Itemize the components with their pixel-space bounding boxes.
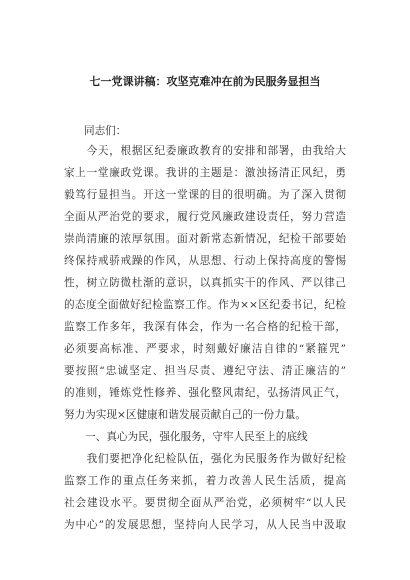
- paragraph-line: 全面从严治党的要求，履行党风廉政建设责任，努力营造: [64, 211, 346, 223]
- paragraph-line: 我们要把净化纪检队伍，强化为民服务作为做好纪检: [64, 453, 346, 465]
- paragraph-line: 社会建设水平。要贯彻全面从严治党，必须树牢“以人民: [64, 497, 346, 509]
- paragraph-line: 家上一堂廉政党课。我讲的主题是：激浊扬清正风纪，勇: [64, 167, 346, 179]
- paragraph-line: 性，树立防微杜渐的意识，以真抓实干的作风、严以律己: [64, 277, 346, 289]
- paragraph-line: 要按照“忠诚坚定、担当尽责、遵纪守法、清正廉洁的”: [64, 365, 346, 377]
- paragraph-line: 必须要高标准、严要求，时刻戴好廉洁自律的“紧箍咒”: [64, 343, 346, 355]
- paragraph-line: 崇尚清廉的浓厚氛围。面对新常态新情况，纪检干部要始: [64, 233, 346, 245]
- section-heading: 一、真心为民，强化服务，守牢人民至上的底线: [64, 431, 308, 443]
- paragraph-line: 今天，根据区纪委廉政教育的安排和部署，由我给大: [64, 145, 346, 157]
- paragraph-line: 终保持戒骄戒躁的作风，从思想、行动上保持高度的警惕: [64, 255, 346, 267]
- paragraph-line: 监察工作的重点任务来抓，着力改善人民生活质，提高: [64, 475, 346, 487]
- salutation: 同志们：: [84, 125, 127, 137]
- document-title: 七一党课讲稿：攻坚克难冲在前为民服务显担当: [89, 75, 321, 88]
- paragraph-line: 毅笃行显担当。开这一堂课的目的很明确。为了深入贯彻: [64, 189, 346, 201]
- paragraph-line: 的准则，锤炼党性修养、强化整风肃纪，弘扬清风正气，: [64, 387, 346, 399]
- paragraph-line: 为中心”的发展思想，坚持向人民学习，从人民当中汲取: [64, 519, 346, 531]
- paragraph-line: 监察工作多年，我深有体会，作为一名合格的纪检干部，: [64, 321, 346, 333]
- paragraph-line: 努力为实现×区健康和谐发展贡献自己的一份力量。: [64, 409, 306, 421]
- paragraph-line: 的态度全面做好纪检监察工作。作为××区纪委书记，纪检: [64, 299, 346, 311]
